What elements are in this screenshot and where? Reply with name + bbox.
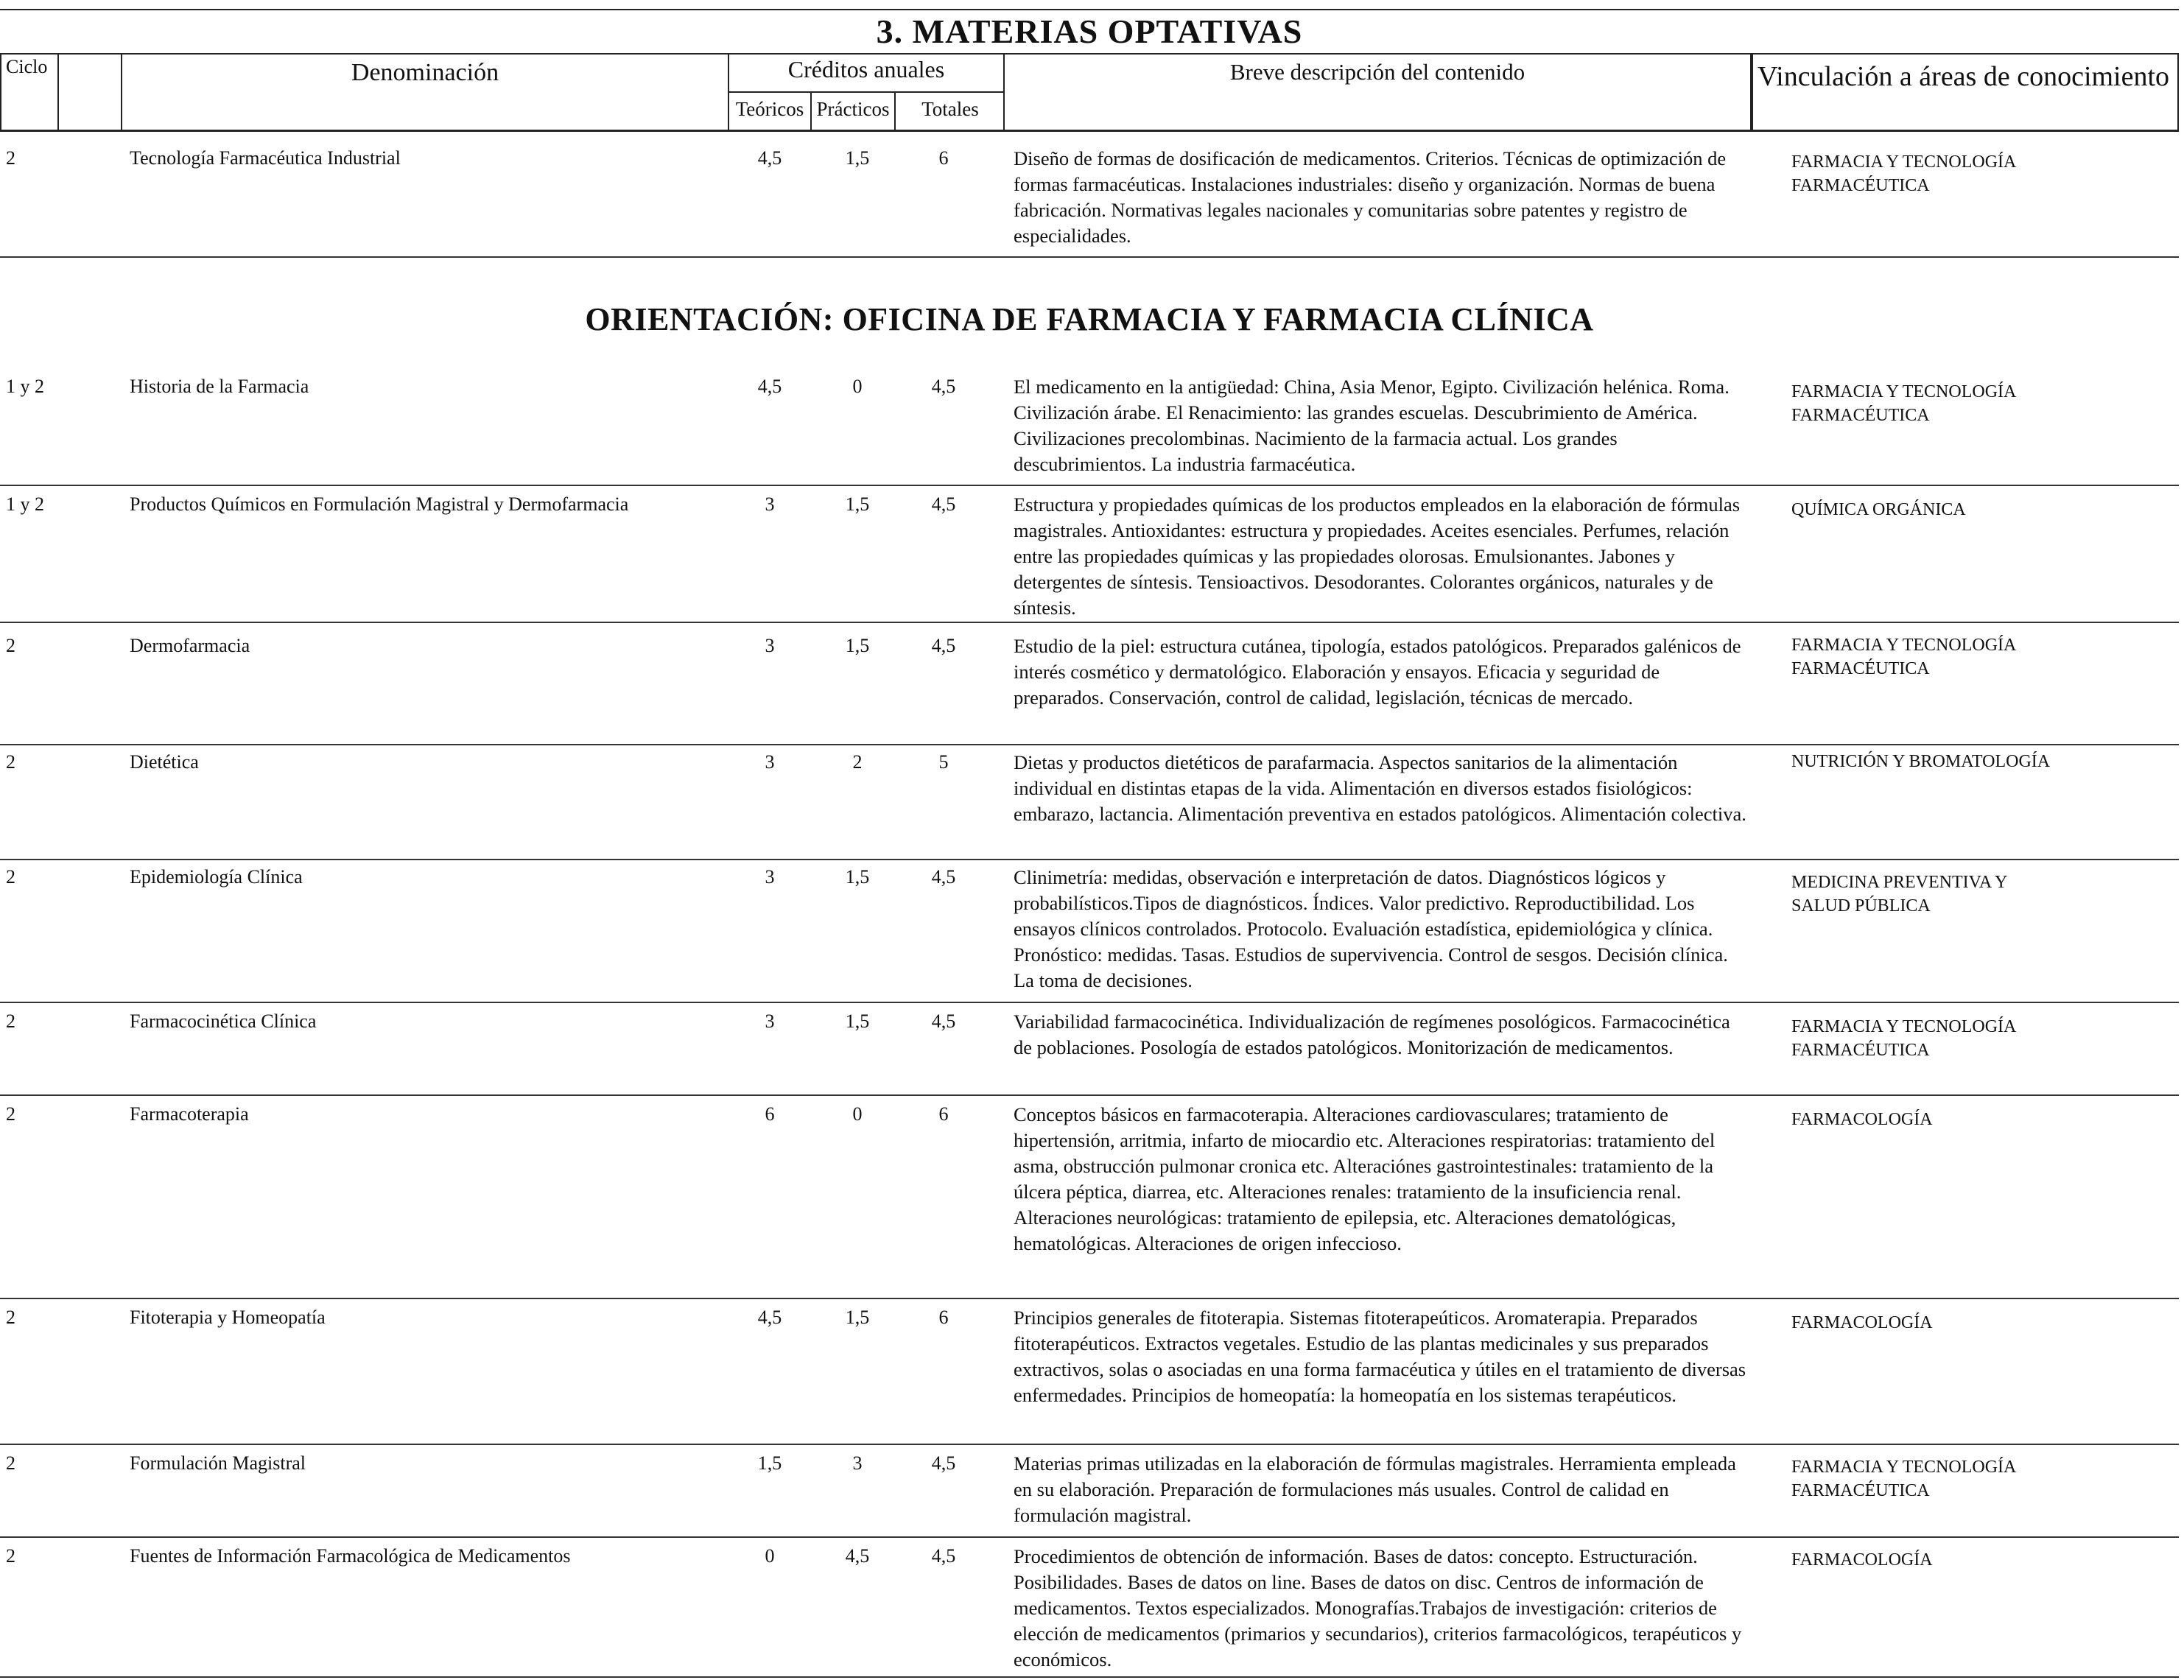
cell-teoricos: 3 bbox=[765, 866, 775, 888]
cell-descripcion: Estructura y propiedades químicas de los productos empleados en la elaboración de fórmulas magistrales. Antioxidantes: estructura y propiedades. Aceites esenciales. Perfumes, relación entre las propiedades químicas y las propiedades olorosas. Emulsionantes. Jabones y detergentes de síntesis. Tensioactivos. Desodorantes. Colorantes orgánicos, naturales y de síntesis. bbox=[1014, 493, 1741, 619]
cell-descripcion: Principios generales de fitoterapia. Sistemas fitoterapeúticos. Aromaterapia. Preparados fitoterapéuticos. Extractos vegetales. Estudio de las plantas medicinales y sus preparados extractivos, solas o asociadas en una forma farmacéutica y útiles en el tratamiento de diversas enfermedades. Principios de homeopatía: la homeopatía en los sistemas terapéuticos. bbox=[1014, 1307, 1746, 1406]
table-row bbox=[0, 865, 2179, 1003]
cell-practicos: 2 bbox=[852, 751, 863, 773]
cell-teoricos: 3 bbox=[765, 1011, 775, 1032]
cell-denominacion: Productos Químicos en Formulación Magistral y Dermofarmacia bbox=[130, 493, 629, 515]
cell-denominacion: Fitoterapia y Homeopatía bbox=[130, 1307, 326, 1328]
table-row bbox=[0, 146, 2179, 258]
table-row bbox=[0, 633, 2179, 745]
cell-denominacion: Epidemiología Clínica bbox=[130, 866, 303, 888]
cell-denominacion: Farmacoterapia bbox=[130, 1103, 249, 1125]
cell-denominacion: Historia de la Farmacia bbox=[130, 376, 309, 397]
table-row bbox=[0, 1544, 2179, 1678]
cell-denominacion: Dermofarmacia bbox=[130, 635, 250, 656]
header-totales: Totales bbox=[896, 91, 1005, 130]
header-descripcion: Breve descripción del contenido bbox=[1005, 53, 1752, 130]
cell-denominacion: Dietética bbox=[130, 751, 199, 773]
table-row bbox=[0, 374, 2179, 486]
cell-teoricos: 1,5 bbox=[757, 1452, 782, 1474]
cell-descripcion: El medicamento en la antigüedad: China, Asia Menor, Egipto. Civilización helénica. Roma. Civilización árabe. El Renacimiento: las grandes escuelas. Descubrimiento de América. Civilizaciones precolombinas. Nacimiento de la farmacia actual. Los grandes descubrimientos. La industria farmacéutica. bbox=[1014, 376, 1730, 475]
table-row bbox=[0, 1451, 2179, 1538]
cell-ciclo: 1 y 2 bbox=[6, 376, 44, 397]
cell-area: FARMACIA Y TECNOLOGÍA FARMACÉUTICA bbox=[1791, 1017, 2016, 1060]
cell-practicos: 1,5 bbox=[845, 635, 870, 656]
cell-totales: 4,5 bbox=[931, 1545, 956, 1567]
cell-area: NUTRICIÓN Y BROMATOLOGÍA bbox=[1791, 752, 2051, 771]
header-ciclo: Ciclo bbox=[0, 53, 59, 130]
header-teoricos: Teóricos bbox=[729, 91, 812, 130]
cell-practicos: 0 bbox=[852, 1103, 863, 1125]
cell-teoricos: 4,5 bbox=[757, 1307, 782, 1328]
cell-totales: 4,5 bbox=[931, 1452, 956, 1474]
header-creditos-label: Créditos anuales bbox=[787, 56, 945, 82]
table-row bbox=[0, 1009, 2179, 1096]
cell-totales: 4,5 bbox=[931, 376, 956, 397]
cell-area: FARMACOLOGÍA bbox=[1791, 1110, 1933, 1129]
cell-totales: 5 bbox=[938, 751, 949, 773]
cell-totales: 4,5 bbox=[931, 493, 956, 515]
section-heading: ORIENTACIÓN: OFICINA DE FARMACIA Y FARMACIA CLÍNICA bbox=[585, 301, 1594, 337]
cell-denominacion: Farmacocinética Clínica bbox=[130, 1011, 317, 1032]
cell-ciclo: 2 bbox=[6, 1545, 15, 1567]
page-title: 3. MATERIAS OPTATIVAS bbox=[876, 13, 1303, 50]
table-row bbox=[0, 1102, 2179, 1299]
cell-teoricos: 3 bbox=[765, 751, 775, 773]
cell-practicos: 1,5 bbox=[845, 1011, 870, 1032]
table-row bbox=[0, 492, 2179, 623]
cell-ciclo: 2 bbox=[6, 751, 15, 773]
cell-area: FARMACIA Y TECNOLOGÍA FARMACÉUTICA bbox=[1791, 636, 2016, 678]
cell-teoricos: 4,5 bbox=[757, 376, 782, 397]
cell-ciclo: 2 bbox=[6, 635, 15, 656]
header-denominacion: Denominación bbox=[122, 53, 729, 130]
cell-descripcion: Diseño de formas de dosificación de medicamentos. Criterios. Técnicas de optimización de formas farmacéuticas. Instalaciones industriales: diseño y organización. Normas de buena fabricación. Normativas legales nacionales y comunitarias sobre patentes y registro de especialidades. bbox=[1014, 147, 1727, 247]
cell-area: FARMACIA Y TECNOLOGÍA FARMACÉUTICA bbox=[1791, 152, 2016, 195]
cell-ciclo: 1 y 2 bbox=[6, 493, 44, 515]
cell-ciclo: 2 bbox=[6, 147, 15, 169]
cell-area: FARMACOLOGÍA bbox=[1791, 1550, 1933, 1570]
header-vinculacion: Vinculación a áreas de conocimiento bbox=[1752, 53, 2179, 130]
cell-denominacion: Fuentes de Información Farmacológica de Medicamentos bbox=[130, 1545, 571, 1567]
cell-totales: 4,5 bbox=[931, 635, 956, 656]
cell-descripcion: Dietas y productos dietéticos de parafarmacia. Aspectos sanitarios de la alimentación individual en distintas etapas de la vida. Alimentación en diversos estados fisiológicos: embarazo, lactancia. Alimentación preventiva en estados patológicos. Alimentación colectiva. bbox=[1014, 751, 1746, 825]
cell-ciclo: 2 bbox=[6, 1011, 15, 1032]
cell-descripcion: Estudio de la piel: estructura cutánea, tipología, estados patológicos. Preparados galénicos de interés cosmético y dermatológico. Elaboración y ensayos. Eficacia y seguridad de preparados. Conservación, control de calidad, legislación, técnicas de mercado. bbox=[1014, 635, 1741, 709]
cell-practicos: 1,5 bbox=[845, 493, 870, 515]
title-bar bbox=[0, 9, 2179, 55]
header-creditos bbox=[729, 53, 1005, 130]
cell-ciclo: 2 bbox=[6, 1103, 15, 1125]
cell-teoricos: 4,5 bbox=[757, 147, 782, 169]
cell-totales: 4,5 bbox=[931, 1011, 956, 1032]
cell-area: QUÍMICA ORGÁNICA bbox=[1791, 500, 1966, 519]
cell-area: MEDICINA PREVENTIVA Y SALUD PÚBLICA bbox=[1791, 873, 2007, 915]
cell-area: FARMACOLOGÍA bbox=[1791, 1313, 1933, 1332]
cell-practicos: 4,5 bbox=[845, 1545, 870, 1567]
header-blank bbox=[59, 53, 122, 130]
cell-area: FARMACIA Y TECNOLOGÍA FARMACÉUTICA bbox=[1791, 382, 2016, 425]
cell-descripcion: Variabilidad farmacocinética. Individualización de regímenes posológicos. Farmacocinética de poblaciones. Posología de estados patológicos. Monitorización de medicamentos. bbox=[1014, 1011, 1730, 1058]
cell-denominacion: Tecnología Farmacéutica Industrial bbox=[130, 147, 401, 169]
cell-teoricos: 0 bbox=[765, 1545, 775, 1567]
header-practicos: Prácticos bbox=[812, 91, 896, 130]
cell-denominacion: Formulación Magistral bbox=[130, 1452, 306, 1474]
cell-descripcion: Clinimetría: medidas, observación e interpretación de datos. Diagnósticos lógicos y probabilísticos.Tipos de diagnósticos. Índices. Valor predictivo. Reproductibilidad. Los ensayos clínicos controlados. Protocolo. Evaluación estadística, epidemiológica y clínica. Pronóstico: medidas. Tasas. Estudios de supervivencia. Control de sesgos. Decisión clínica. La toma de decisiones. bbox=[1014, 866, 1728, 991]
cell-practicos: 3 bbox=[852, 1452, 863, 1474]
cell-practicos: 1,5 bbox=[845, 866, 870, 888]
cell-practicos: 1,5 bbox=[845, 147, 870, 169]
cell-area: FARMACIA Y TECNOLOGÍA FARMACÉUTICA bbox=[1791, 1458, 2016, 1500]
table-header bbox=[0, 53, 2179, 132]
cell-ciclo: 2 bbox=[6, 1452, 15, 1474]
cell-totales: 6 bbox=[938, 1103, 949, 1125]
cell-teoricos: 3 bbox=[765, 635, 775, 656]
table-row bbox=[0, 1305, 2179, 1445]
table-row bbox=[0, 750, 2179, 860]
cell-practicos: 0 bbox=[852, 376, 863, 397]
cell-totales: 6 bbox=[938, 1307, 949, 1328]
cell-descripcion: Conceptos básicos en farmacoterapia. Alteraciones cardiovasculares; tratamiento de hipertensión, arritmia, infarto de miocardio etc. Alteraciones respiratorias: tratamiento del asma, obstrucción pulmonar cronica etc. Alteraciónes gastrointestinales: tratamiento de la úlcera péptica, diarrea, etc. Alteraciones renales: tratamiento de la insuficiencia renal. Alteraciones neurológicas: tratamiento de epilepsia, etc. Alteraciones dematológicas, hematológicas. Alteraciones de origen infeccioso. bbox=[1014, 1103, 1716, 1254]
cell-teoricos: 3 bbox=[765, 493, 775, 515]
cell-ciclo: 2 bbox=[6, 1307, 15, 1328]
cell-descripcion: Materias primas utilizadas en la elaboración de fórmulas magistrales. Herramienta empleada en su elaboración. Preparación de formulaciones más usuales. Control de calidad en formulación magistral. bbox=[1014, 1452, 1736, 1526]
cell-totales: 4,5 bbox=[931, 866, 956, 888]
cell-ciclo: 2 bbox=[6, 866, 15, 888]
cell-descripcion: Procedimientos de obtención de información. Bases de datos: concepto. Estructuración. Posibilidades. Bases de datos on line. Bases de datos on disc. Centros de información de medicamentos. Textos especializados. Monografías.Trabajos de investigación: criterios de elección de medicamentos (primarios y secundarios), criterios farmacológicos, terapéuticos y económicos. bbox=[1014, 1545, 1742, 1670]
cell-totales: 6 bbox=[938, 147, 949, 169]
cell-teoricos: 6 bbox=[765, 1103, 775, 1125]
cell-practicos: 1,5 bbox=[845, 1307, 870, 1328]
